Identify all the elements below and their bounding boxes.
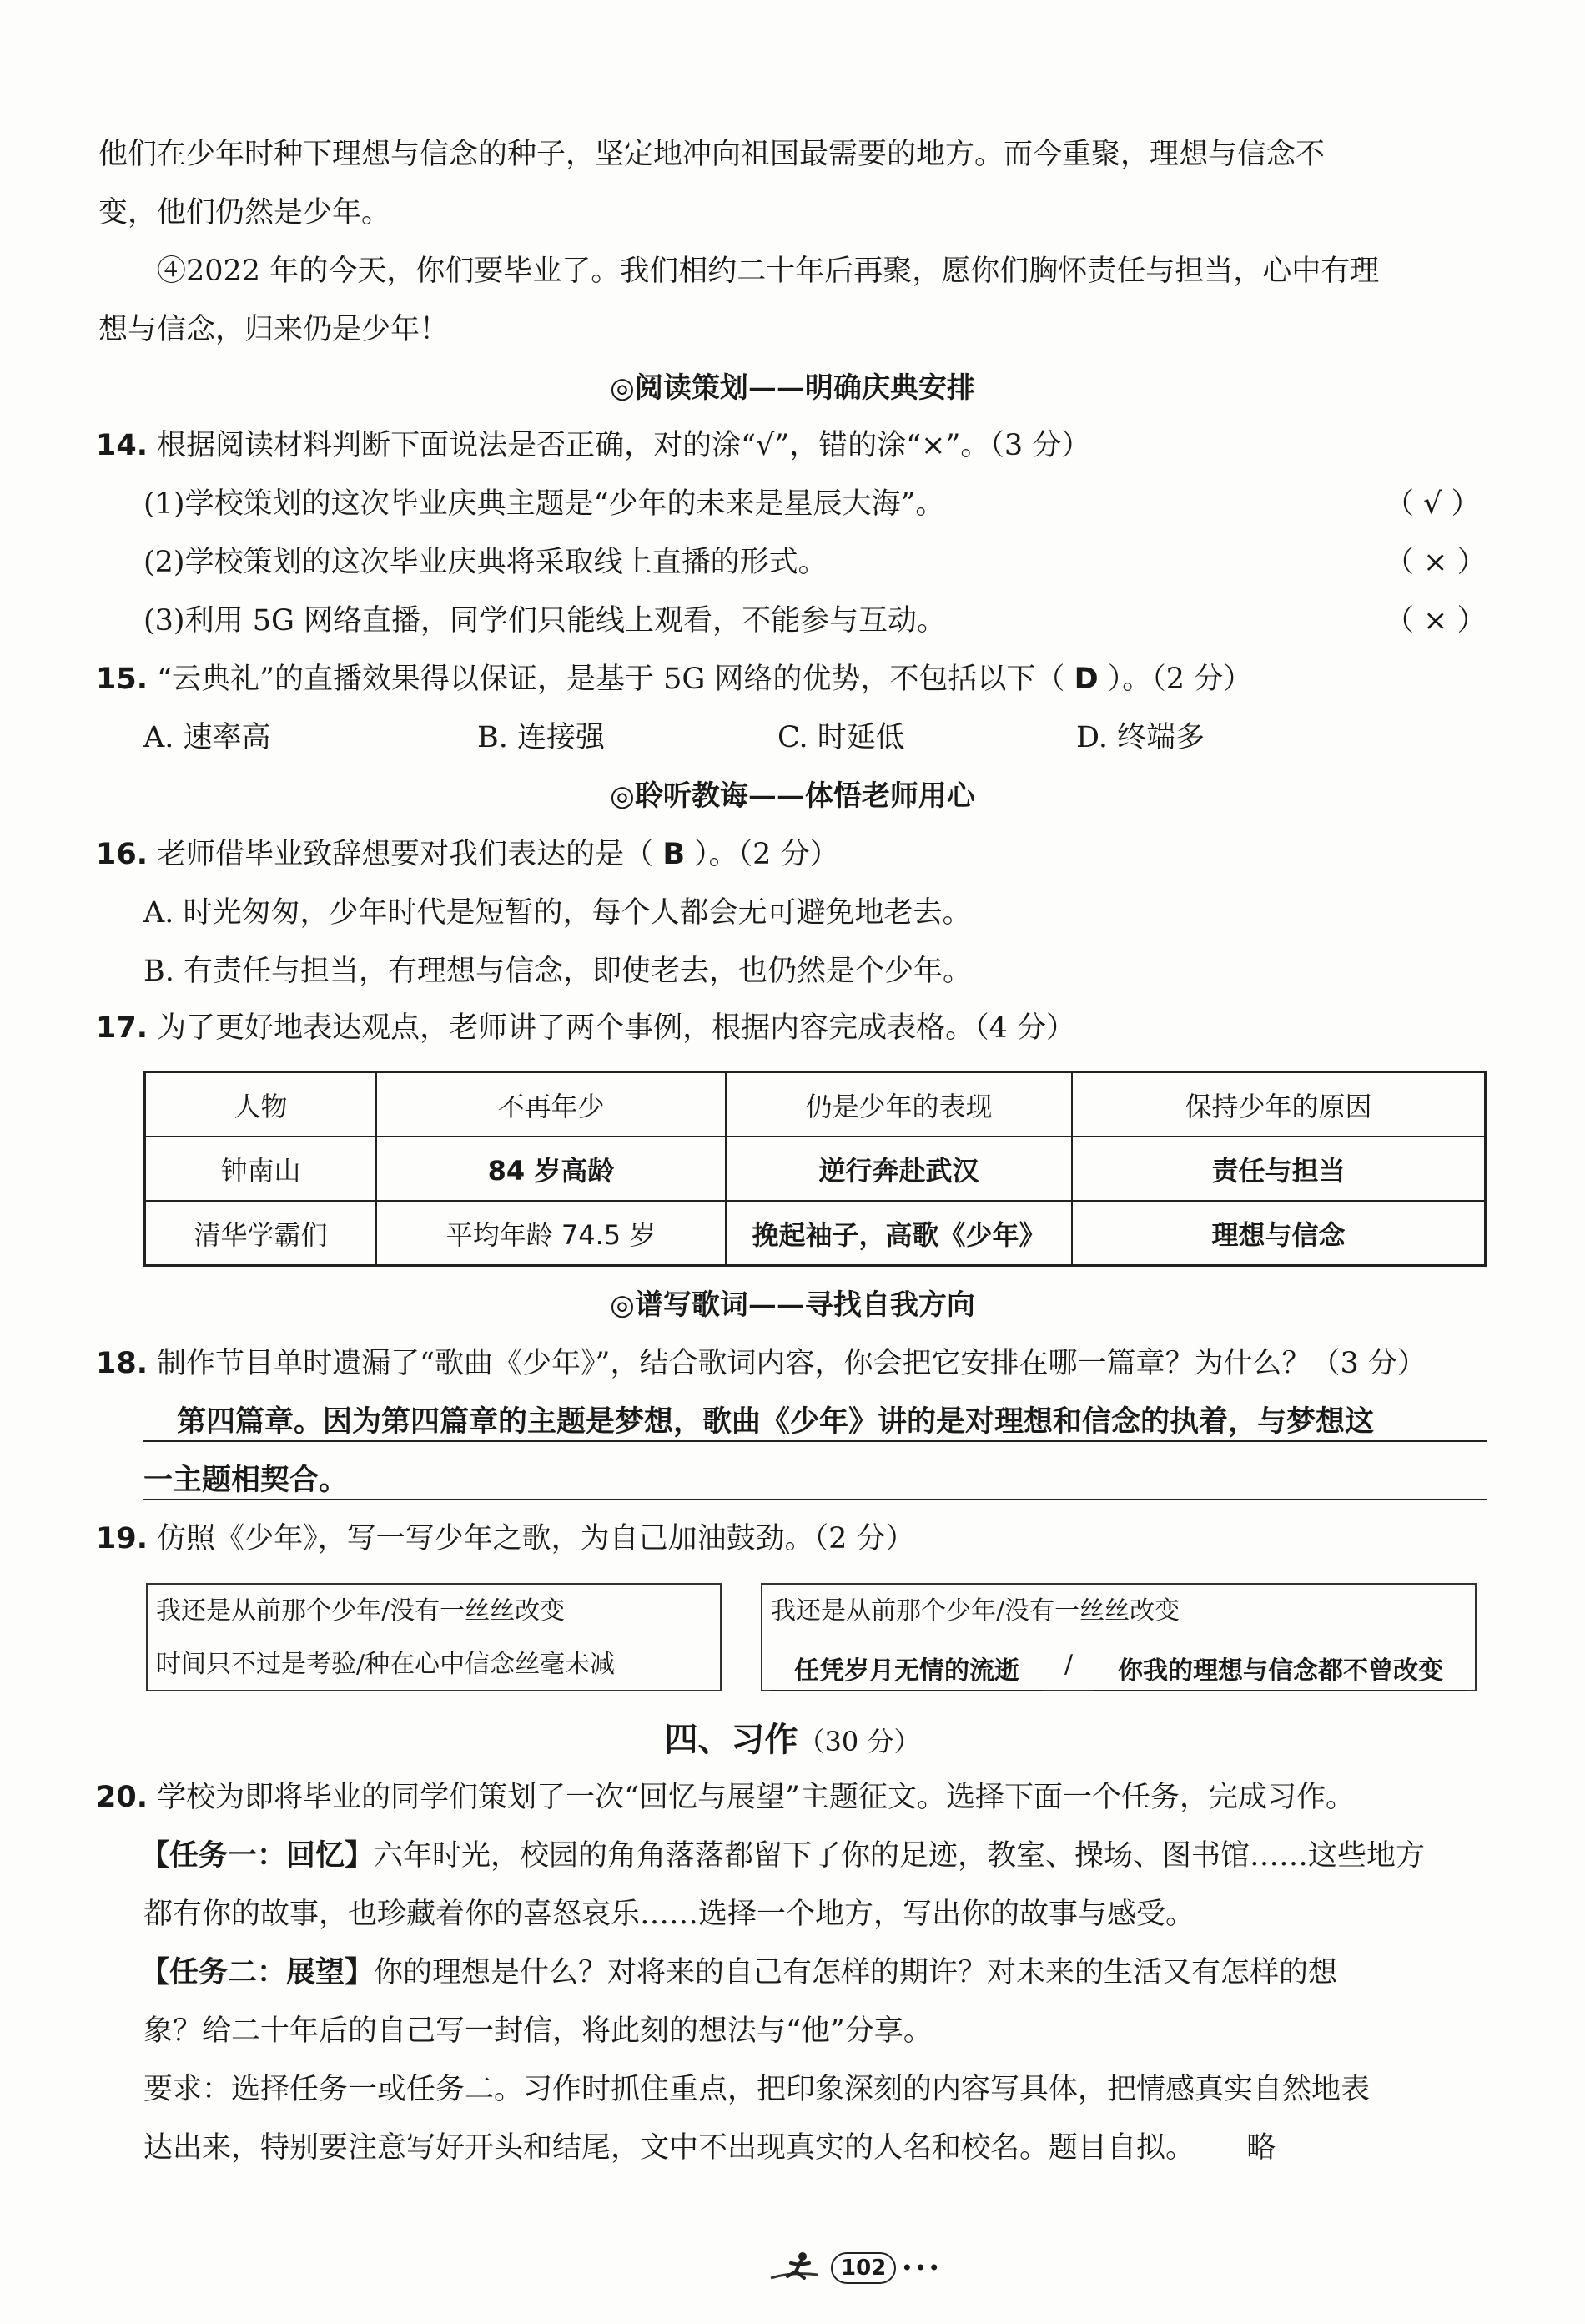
lyrics-answer-blank-2: 你我的理想与信念都不曾改变 — [1094, 1653, 1467, 1691]
q14-number: 14. — [96, 429, 148, 462]
q16-number: 16. — [96, 838, 148, 871]
q16-option-a: A. 时光匆匆，少年时代是短暂的，每个人都会无可避免地老去。 — [143, 896, 972, 930]
section-title-listening: ◎聆听教诲——体悟老师用心 — [610, 779, 975, 813]
passage-line-4: 想与信念，归来仍是少年！ — [98, 313, 450, 346]
lyrics-answer-filled-line — [771, 1638, 1467, 1691]
q14-stem — [96, 427, 1090, 464]
q16-text-after: ）。（2 分） — [694, 838, 839, 871]
q15-text-before: “云典礼”的直播效果得以保证，是基于 5G 网络的优势，不包括以下（ — [157, 663, 1065, 696]
q20-task-2-cont: 象？给二十年后的自己写一封信，将此刻的想法与“他”分享。 — [143, 2014, 933, 2048]
q16-answer: B — [662, 838, 685, 871]
q16-text-before: 老师借毕业致辞想要对我们表达的是（ — [157, 838, 654, 871]
q15-option-b: B. 连接强 — [477, 721, 605, 754]
table-header: 仍是少年的表现 — [726, 1072, 1072, 1137]
q18-answer-line-2: 一主题相契合。 — [143, 1464, 349, 1497]
q19-text: 仿照《少年》，写一写少年之歌，为自己加油鼓劲。（2 分） — [157, 1522, 915, 1555]
lyrics-example-line: 时间只不过是考验/种在心中信念丝毫未减 — [156, 1650, 616, 1679]
table-cell: 钟南山 — [145, 1137, 377, 1201]
table-cell: 84 岁高龄 — [376, 1137, 726, 1201]
page-footer — [767, 2250, 942, 2286]
q17-table — [143, 1071, 1487, 1267]
table-cell: 清华学霸们 — [145, 1201, 377, 1266]
q20-answer: 略 — [1246, 2131, 1276, 2165]
q14-item-1-answer: （ √ ） — [1385, 487, 1481, 521]
q15-text-after: ）。（2 分） — [1107, 663, 1253, 696]
q18-text: 制作节目单时遗漏了“歌曲《少年》”，结合歌词内容，你会把它安排在哪一篇章？为什么？（3 分） — [157, 1347, 1426, 1380]
table-cell: 理想与信念 — [1072, 1201, 1486, 1266]
q14-item-2: (2)学校策划的这次毕业庆典将采取线上直播的形式。 — [143, 546, 828, 579]
q16-stem — [96, 836, 839, 873]
table-cell: 逆行奔赴武汉 — [726, 1137, 1072, 1201]
lyrics-separator: / — [1064, 1650, 1074, 1679]
table-cell: 责任与担当 — [1072, 1137, 1486, 1201]
q14-item-2-answer: （ × ） — [1385, 546, 1487, 579]
q15-option-a: A. 速率高 — [143, 721, 271, 754]
q20-text: 学校为即将毕业的同学们策划了一次“回忆与展望”主题征文。选择下面一个任务，完成习作。 — [157, 1781, 1355, 1814]
table-row — [145, 1201, 1486, 1266]
q20-number: 20. — [96, 1781, 148, 1814]
q20-stem — [96, 1779, 1355, 1816]
task-2-label: 【任务二：展望】 — [140, 1956, 375, 1989]
passage-line-3: ④2022 年的今天，你们要毕业了。我们相约二十年后再聚，愿你们胸怀责任与担当，心中有理 — [157, 255, 1380, 288]
answer-rule — [143, 1440, 1487, 1442]
lyrics-example-line: 我还是从前那个少年/没有一丝丝改变 — [156, 1596, 566, 1626]
lyrics-example-box — [146, 1583, 722, 1691]
q14-item-3: (3)利用 5G 网络直播，同学们只能线上观看，不能参与互动。 — [143, 604, 947, 638]
table-row — [145, 1137, 1486, 1201]
q19-number: 19. — [96, 1522, 148, 1555]
section-title-lyrics: ◎谱写歌词——寻找自我方向 — [610, 1288, 975, 1322]
table-header-row — [145, 1072, 1486, 1137]
part-four-title: 四、习作 — [664, 1721, 798, 1759]
section-title-reading: ◎阅读策划——明确庆典安排 — [610, 371, 975, 405]
table-header: 不再年少 — [376, 1072, 726, 1137]
q19-stem — [96, 1520, 915, 1557]
lyrics-answer-blank-1: 任凭岁月无情的流逝 — [771, 1653, 1043, 1691]
q18-stem — [96, 1345, 1426, 1382]
table-cell: 挽起袖子，高歌《少年》 — [726, 1201, 1072, 1266]
q20-task-1-cont: 都有你的故事，也珍藏着你的喜怒哀乐……选择一个地方，写出你的故事与感受。 — [143, 1898, 1195, 1931]
table-header: 人物 — [145, 1072, 377, 1137]
q14-item-3-answer: （ × ） — [1385, 604, 1487, 638]
passage-line-1: 他们在少年时种下理想与信念的种子，坚定地冲向祖国最需要的地方。而今重聚，理想与信念不 — [98, 138, 1326, 171]
q14-item-1: (1)学校策划的这次毕业庆典主题是“少年的未来是星辰大海”。 — [143, 487, 945, 521]
table-cell: 平均年龄 74.5 岁 — [376, 1201, 726, 1266]
q18-number: 18. — [96, 1347, 148, 1380]
page-number: 102 — [831, 2252, 896, 2284]
q14-text: 根据阅读材料判断下面说法是否正确，对的涂“√”，错的涂“×”。（3 分） — [157, 429, 1091, 462]
table-header: 保持少年的原因 — [1072, 1072, 1486, 1137]
q17-text: 为了更好地表达观点，老师讲了两个事例，根据内容完成表格。（4 分） — [157, 1011, 1076, 1045]
q17-stem — [96, 1010, 1075, 1046]
q20-task-2 — [140, 1954, 1337, 1991]
q15-option-c: C. 时延低 — [777, 721, 905, 754]
part-four-heading — [0, 1719, 1585, 1762]
q15-answer: D — [1074, 663, 1099, 696]
footer-dots: ••• — [901, 2256, 942, 2280]
q16-option-b: B. 有责任与担当，有理想与信念，即使老去，也仍然是个少年。 — [143, 955, 972, 988]
q17-number: 17. — [96, 1011, 148, 1045]
q20-requirements-1: 要求：选择任务一或任务二。习作时抓住重点，把印象深刻的内容写具体，把情感真实自然地表 — [143, 2073, 1371, 2106]
q18-answer-line-1: 第四篇章。因为第四篇章的主题是梦想，歌曲《少年》讲的是对理想和信念的执着，与梦想这 — [177, 1405, 1375, 1439]
q15-number: 15. — [96, 663, 148, 696]
answer-rule — [143, 1499, 1487, 1500]
q15-option-d: D. 终端多 — [1076, 721, 1205, 754]
q20-requirements-2 — [143, 2130, 1276, 2166]
task-1-text: 六年时光，校园的角角落落都留下了你的足迹，教室、操场、图书馆……这些地方 — [374, 1839, 1426, 1873]
q20-requirements-text: 达出来，特别要注意写好开头和结尾，文中不出现真实的人名和校名。题目自拟。 — [143, 2131, 1195, 2165]
task-1-label: 【任务一：回忆】 — [140, 1839, 375, 1873]
runner-icon — [767, 2250, 826, 2286]
part-four-points: （30 分） — [798, 1726, 921, 1757]
task-2-text: 你的理想是什么？对将来的自己有怎样的期许？对未来的生活又有怎样的想 — [374, 1956, 1338, 1989]
q15-stem — [96, 661, 1252, 698]
passage-line-2: 变，他们仍然是少年。 — [98, 196, 391, 229]
lyrics-answer-box — [761, 1583, 1477, 1691]
lyrics-answer-line: 我还是从前那个少年/没有一丝丝改变 — [771, 1596, 1180, 1626]
q20-task-1 — [140, 1838, 1425, 1874]
